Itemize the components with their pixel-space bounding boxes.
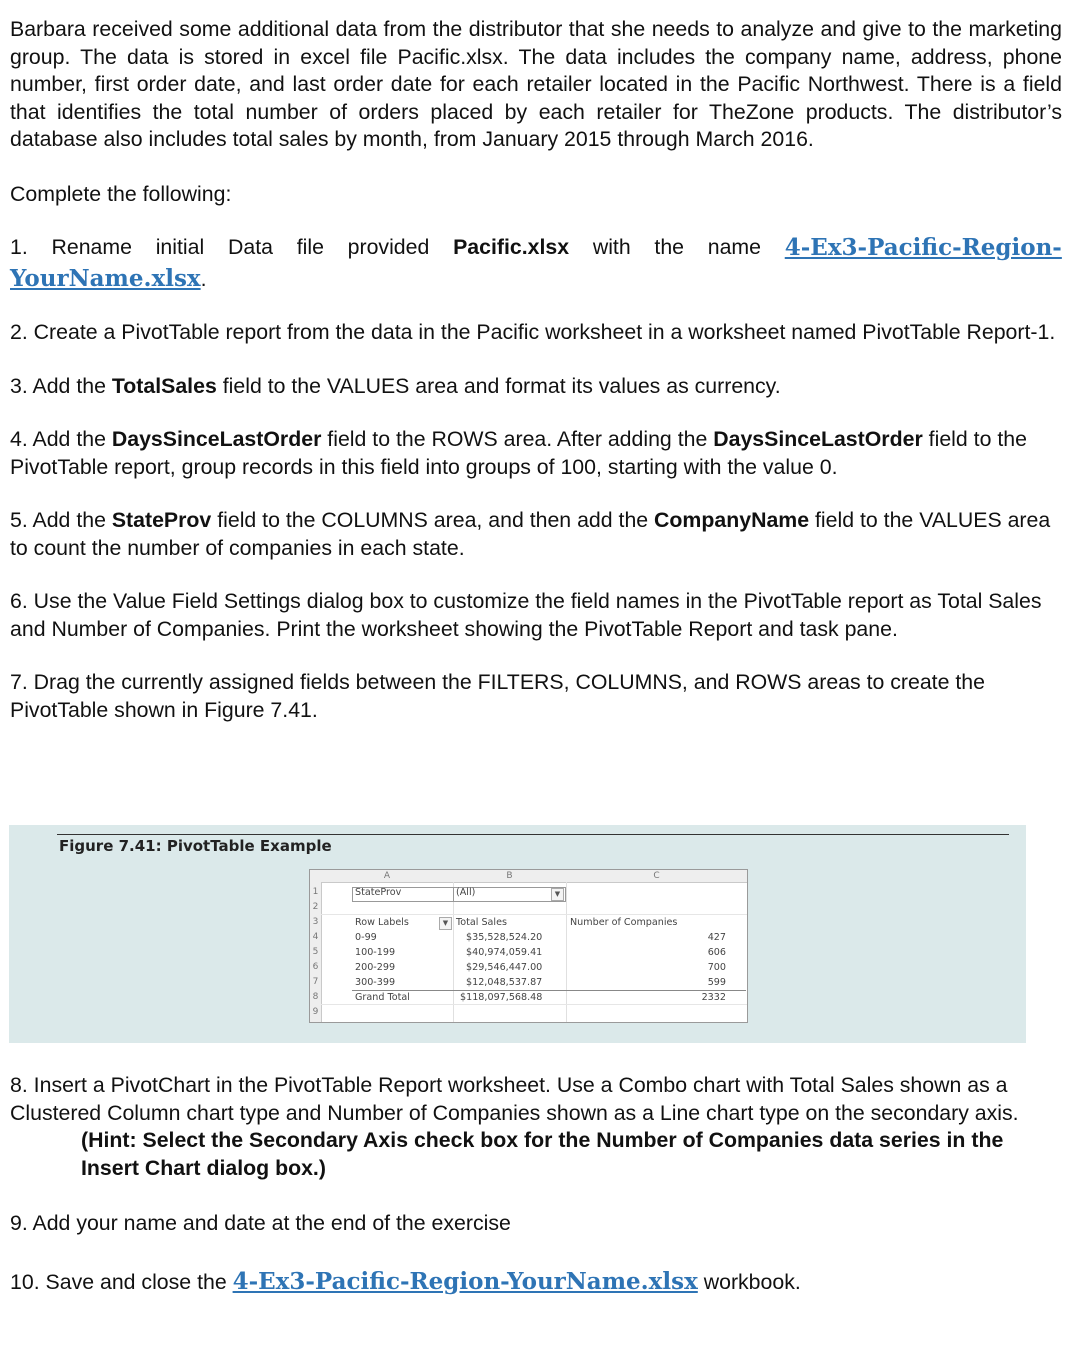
target-filename: 4-Ex3-Pacific-Region-YourName.xlsx [232,1267,698,1295]
pivot-table-sheet [309,869,748,1023]
figure-rule [57,834,1009,835]
table-row-sales: $40,974,059.41 [466,947,543,958]
table-row-count: 606 [707,947,726,958]
table-row-sales: $29,546,447.00 [466,962,543,973]
step-5: 5. Add the StateProv field to the COLUMNS area, and then add the CompanyName field to the VALUES area to count the number of companies in each state. [10,508,1051,560]
filter-dropdown-arrow-icon[interactable]: ▼ [551,888,564,901]
step-2: 2. Create a PivotTable report from the data in the Pacific worksheet in a worksheet named PivotTable Report-1. [10,320,1056,344]
number-of-companies-header: Number of Companies [570,917,678,928]
row-number: 1 [312,887,319,897]
col-header-a: A [383,871,391,881]
row-number: 3 [312,917,319,927]
row-number: 8 [312,992,319,1002]
target-filename-part1: 4-Ex3-Pacific-Region- [784,234,1062,261]
complete-heading: Complete the following: [10,181,232,206]
step-8-hint: (Hint: Select the Secondary Axis check box for the Number of Companies data series in the Insert Chart dialog box.) [81,1128,1004,1180]
table-row-label: 300-399 [355,977,396,988]
table-row-sales: $12,048,537.87 [466,977,543,988]
table-row-label: 100-199 [355,947,396,958]
step-6: 6. Use the Value Field Settings dialog box to customize the field names in the PivotTable report as Total Sales and Number of Companies. Print the worksheet showing the PivotTable Report and task pane. [10,589,1042,641]
step-9: 9. Add your name and date at the end of the exercise [10,1211,511,1235]
grand-total-count: 2332 [701,992,726,1003]
row-number: 4 [312,932,319,942]
step-4: 4. Add the DaysSinceLastOrder field to the ROWS area. After adding the DaysSinceLastOrder field to the PivotTable report, group records in this field into groups of 100, starting with the value 0. [10,427,1027,479]
grand-total-sales: $118,097,568.48 [460,992,543,1003]
table-row-count: 427 [707,932,726,943]
step-1: 1. Rename initial Data file provided Pacific.xlsx with the name 4-Ex3-Pacific-Region- YourName.xlsx. [10,234,1062,292]
intro-paragraph: Barbara received some additional data from the distributor that she needs to analyze and give to the marketing group. The data is stored in excel file Pacific.xlsx. The data includes the company name, address, phone number, first order date, and last order date for each retailer located in the Pacific Northwest. There is a field that identifies the total number of orders placed by each retailer for TheZone products. The distributor’s database also includes total sales by month, from January 2015 through March 2016. [10,17,1062,151]
table-row-label: 200-299 [355,962,396,973]
row-number: 6 [312,962,319,972]
row-labels-header: Row Labels [355,917,409,928]
target-filename-part2: YourName.xlsx [10,264,201,292]
row-number: 9 [312,1007,319,1017]
grand-total-label: Grand Total [355,992,410,1003]
source-filename: Pacific.xlsx [453,235,570,259]
step-10: 10. Save and close the 4-Ex3-Pacific-Region-YourName.xlsx workbook. [10,1267,801,1295]
total-sales-header: Total Sales [456,917,507,928]
document-body-lower [10,1072,1062,1296]
figure-title: Figure 7.41: PivotTable Example [59,837,332,855]
step-3: 3. Add the TotalSales field to the VALUES area and format its values as currency. [10,373,781,398]
figure-7-41 [9,825,1026,1043]
table-row-sales: $35,528,524.20 [466,932,543,943]
row-labels-dropdown-arrow-icon[interactable]: ▼ [439,917,452,930]
table-row-label: 0-99 [355,932,377,943]
row-number: 2 [312,902,319,912]
step-7: 7. Drag the currently assigned fields between the FILTERS, COLUMNS, and ROWS areas to create the PivotTable shown in Figure 7.41. [10,670,985,722]
filter-value: (All) [456,887,476,898]
row-number: 7 [312,977,319,987]
col-header-c: C [653,871,660,881]
table-row-count: 599 [707,977,726,988]
row-number: 5 [312,947,319,957]
table-row-count: 700 [707,962,726,973]
step-8: 8. Insert a PivotChart in the PivotTable Report worksheet. Use a Combo chart with Total Sales shown as a Clustered Column chart type and Number of Companies shown as a Line chart type on the secondary axis. [10,1073,1019,1125]
col-header-b: B [506,871,513,881]
filter-label: StateProv [355,887,402,898]
document-body [10,16,1062,724]
